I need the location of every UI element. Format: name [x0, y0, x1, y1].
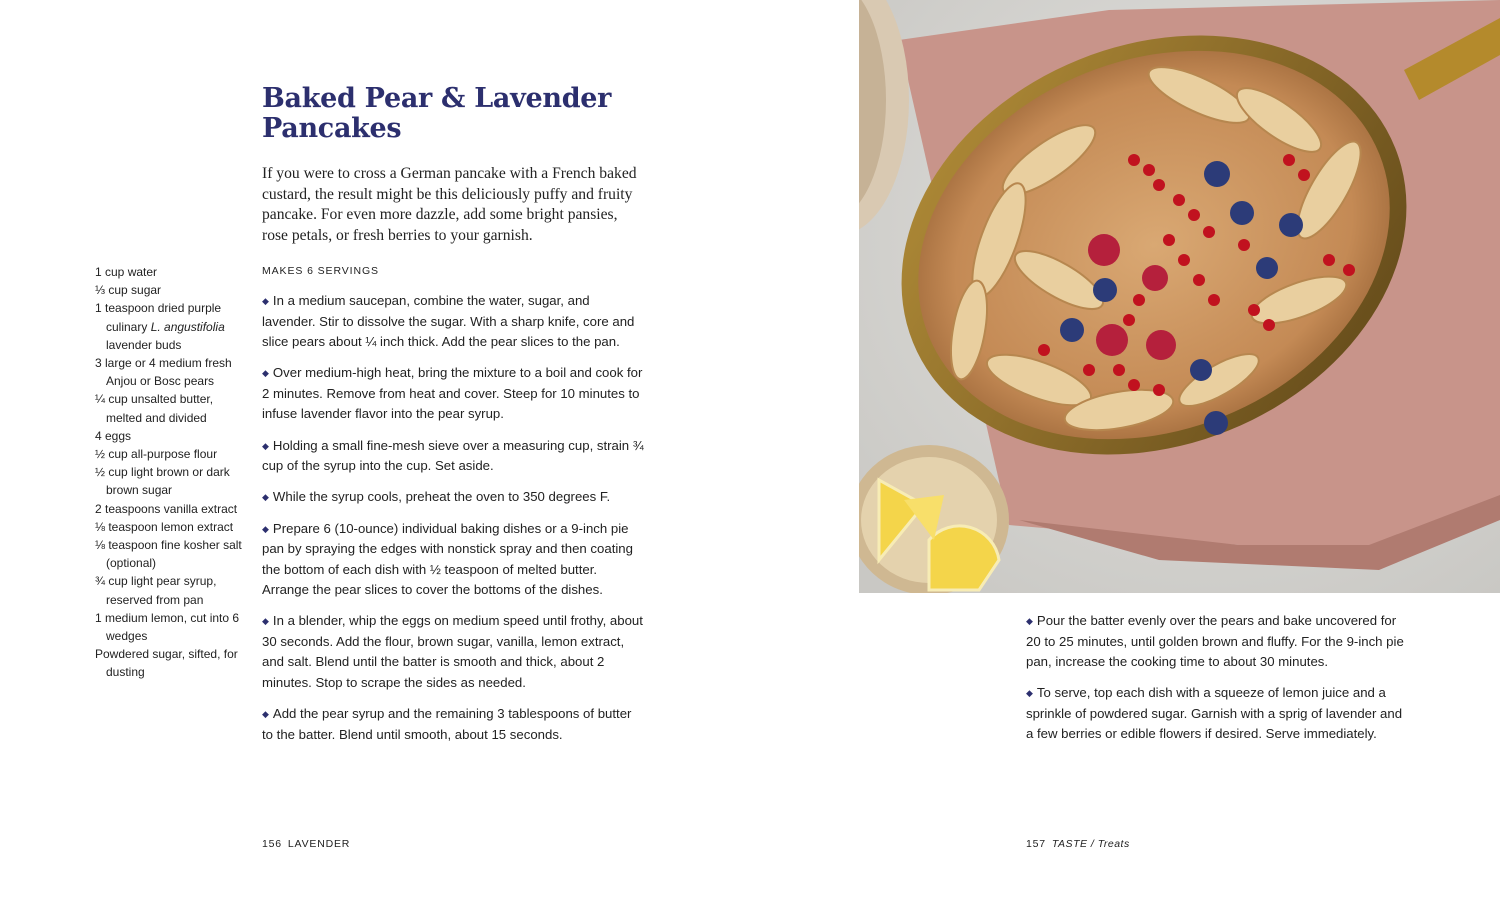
botanical-name: L. angustifolia — [150, 319, 225, 334]
step-item — [262, 291, 644, 353]
step-list-right — [1026, 611, 1410, 756]
step-text: Pour the batter evenly over the pears and bake uncovered for 20 to 25 minutes, until golden brown and fluffy. For the 9-inch pie pan, increase the cooking time to about 30 minutes. — [1026, 613, 1404, 669]
ingredient-item: ½ cup all-purpose flour — [95, 447, 218, 462]
diamond-bullet-icon: ◆ — [262, 368, 269, 379]
step-text: While the syrup cools, preheat the oven to 350 degrees F. — [272, 489, 611, 505]
recipe-intro: If you were to cross a German pancake with a French baked custard, the result might be this deliciously puffy and fruity pancake. For even more dazzle, add some bright pansies, rose petals, or fresh berries to your garnish. — [262, 165, 637, 244]
ingredient-item: 1 medium lemon, cut into 6 wedges — [95, 610, 240, 644]
step-text: In a medium saucepan, combine the water, sugar, and lavender. Stir to dissolve the sugar. With a sharp knife, core and slice pears about ¼ inch thick. Add the pear slices to the pan. — [262, 293, 635, 349]
page-folio-left — [262, 838, 350, 850]
servings-note: MAKES 6 SERVINGS — [262, 265, 379, 277]
step-item — [262, 487, 644, 508]
step-text: Prepare 6 (10-ounce) individual baking dishes or a 9-inch pie pan by spraying the edges with nonstick spray and then coating the bottom of each dish with ½ teaspoon of melted butter. Arrange the pear slices to cover the bottoms of the dishes. — [262, 520, 633, 598]
subsection-label: Treats — [1097, 838, 1130, 850]
diamond-bullet-icon: ◆ — [1026, 616, 1033, 626]
step-item — [262, 611, 644, 693]
page-number: 156 — [262, 838, 282, 850]
diamond-bullet-icon: ◆ — [262, 440, 269, 451]
diamond-bullet-icon: ◆ — [262, 492, 269, 503]
diamond-bullet-icon: ◆ — [262, 709, 269, 720]
ingredient-item: 3 large or 4 medium fresh Anjou or Bosc pears — [95, 356, 232, 389]
step-item — [262, 704, 644, 745]
diamond-bullet-icon: ◆ — [262, 616, 269, 627]
section-label: LAVENDER — [287, 838, 351, 850]
step-text: Over medium-high heat, bring the mixture to a boil and cook for 2 minutes. Remove from heat and cover. Steep for 10 minutes to infuse lavender flavor into the pear syrup. — [262, 365, 643, 422]
step-text: In a blender, whip the eggs on medium speed until frothy, about 30 seconds. Add the flour, brown sugar, vanilla, lemon extract, and salt. Blend until the batter is smooth and thick, about 2 minutes. Stop to scrape the sides as needed. — [262, 613, 643, 690]
step-item — [262, 436, 644, 477]
diamond-bullet-icon: ◆ — [1026, 688, 1033, 699]
recipe-photo — [859, 0, 1500, 593]
folio-separator: / — [1087, 838, 1098, 850]
step-text: Add the pear syrup and the remaining 3 tablespoons of butter to the batter. Blend until smooth, about 15 seconds. — [262, 706, 632, 742]
page-folio-right — [1026, 838, 1130, 850]
section-label: TASTE — [1051, 838, 1088, 850]
step-item — [1026, 683, 1410, 745]
ingredient-item: ¼ cup unsalted butter, melted and divided — [95, 392, 214, 425]
ingredient-list — [95, 263, 245, 682]
step-text: Holding a small fine-mesh sieve over a measuring cup, strain ¾ cup of the syrup into the cup. Set aside. — [262, 437, 644, 474]
step-item — [1026, 611, 1410, 673]
step-list-left — [262, 291, 644, 756]
ingredient-item: ⅛ teaspoon lemon extract — [95, 519, 234, 534]
diamond-bullet-icon: ◆ — [262, 523, 269, 534]
step-item — [262, 519, 644, 601]
ingredient-item: ½ cup light brown or dark brown sugar — [95, 465, 230, 498]
diamond-bullet-icon: ◆ — [262, 296, 269, 306]
ingredient-item: 1 teaspoon dried purple culinary L. angustifolia lavender buds — [95, 301, 225, 352]
page-number: 157 — [1026, 838, 1046, 850]
ingredient-item: ⅛ teaspoon fine kosher salt (optional) — [95, 538, 242, 571]
ingredient-item: ¾ cup light pear syrup, reserved from pan — [95, 574, 217, 607]
step-text: To serve, top each dish with a squeeze of lemon juice and a sprinkle of powdered sugar. Garnish with a sprig of lavender and a few berries or edible flowers if desired. Serve immediately. — [1026, 685, 1403, 742]
ingredient-item: ⅓ cup sugar — [95, 283, 162, 298]
step-item — [262, 363, 644, 425]
recipe-title-line-2: Pancakes — [262, 113, 402, 144]
ingredient-item: Powdered sugar, sifted, for dusting — [95, 647, 238, 680]
recipe-title — [262, 84, 622, 144]
ingredient-item: 2 teaspoons vanilla extract — [95, 501, 238, 516]
ingredient-item: 1 cup water — [95, 265, 158, 279]
recipe-title-line-1: Baked Pear & Lavender — [262, 83, 612, 114]
ingredient-item: 4 eggs — [95, 428, 132, 443]
